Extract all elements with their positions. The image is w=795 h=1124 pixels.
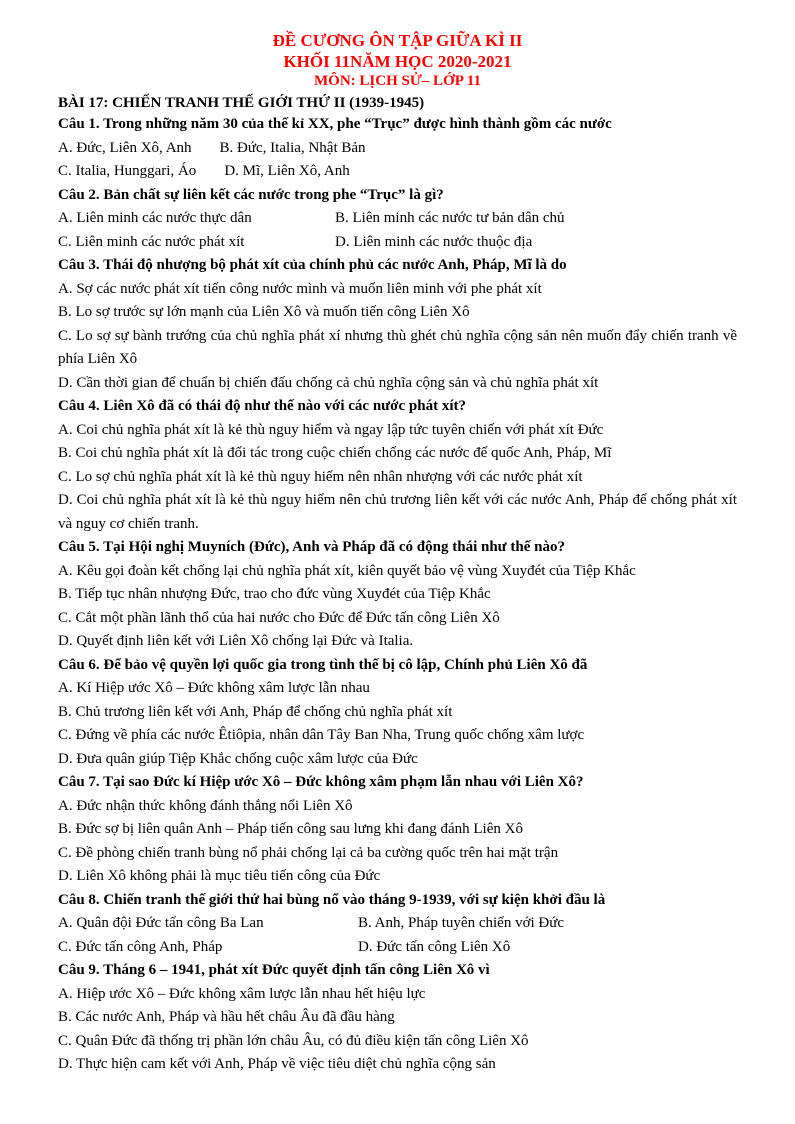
question-2-answer-d: D. Liên minh các nước thuộc địa — [335, 233, 533, 250]
question-6: Câu 6. Để bảo vệ quyền lợi quốc gia trong tình thế bị cô lập, Chính phủ Liên Xô đã — [58, 656, 588, 673]
question-6-answer-b: B. Chủ trương liên kết với Anh, Pháp để chống chủ nghĩa phát xít — [58, 703, 453, 720]
question-7-answer-d: D. Liên Xô không phải là mục tiêu tiến công của Đức — [58, 868, 381, 884]
question-2-answer-b: B. Liên minh các nước tư bản dân chủ — [335, 210, 565, 226]
question-1-answers-cd — [58, 160, 737, 184]
question-2-answers-cd — [58, 231, 737, 255]
question-3: Câu 3. Thái độ nhượng bộ phát xít của chính phủ các nước Anh, Pháp, Mĩ là do — [58, 257, 567, 273]
question-9-answer-d: D. Thực hiện cam kết với Anh, Pháp về việc tiêu diệt chủ nghĩa cộng sản — [58, 1056, 496, 1072]
question-8-answer-b: B. Anh, Pháp tuyên chiến với Đức — [358, 915, 565, 931]
question-1-answer-b: B. Đức, Italia, Nhật Bản — [219, 139, 366, 156]
question-6-answer-c: C. Đứng về phía các nước Êtiôpia, nhân dân Tây Ban Nha, Trung quốc chống xâm lược — [58, 727, 585, 743]
lesson-heading: BÀI 17: CHIẾN TRANH THẾ GIỚI THỨ II (1939-1945) — [58, 95, 425, 111]
question-9-answer-c: C. Quân Đức đã thống trị phần lớn châu Âu, có đủ điều kiện tấn công Liên Xô — [58, 1032, 529, 1049]
question-1-answers-ab — [58, 137, 737, 161]
question-5: Câu 5. Tại Hội nghị Muyních (Đức), Anh và Pháp đã có động thái như thế nào? — [58, 539, 566, 555]
document-subject: MÔN: LỊCH SỬ– LỚP 11 — [314, 73, 481, 89]
question-1: Câu 1. Trong những năm 30 của thế kỉ XX, phe “Trục” được hình thành gồm các nước — [58, 116, 612, 132]
question-8-answer-a: A. Quân đội Đức tấn công Ba Lan — [58, 915, 264, 931]
question-2-answer-a: A. Liên minh các nước thực dân — [58, 210, 252, 226]
question-7: Câu 7. Tại sao Đức kí Hiệp ước Xô – Đức không xâm phạm lẫn nhau với Liên Xô? — [58, 774, 584, 790]
question-4-answer-a: A. Coi chủ nghĩa phát xít là kẻ thù nguy hiểm và ngay lập tức tuyên chiến với phát xít Đức — [58, 421, 604, 438]
question-1-answer-c: C. Italia, Hunggari, Áo — [58, 163, 197, 179]
question-5-answer-c: C. Cắt một phần lãnh thổ của hai nước cho Đức để Đức tấn công Liên Xô — [58, 609, 500, 626]
question-2-answers-ab — [58, 207, 737, 231]
question-7-answer-c: C. Đề phòng chiến tranh bùng nổ phải chống lại cả ba cường quốc trên hai mặt trận — [58, 844, 559, 861]
question-7-answer-b: B. Đức sợ bị liên quân Anh – Pháp tiến công sau lưng khi đang đánh Liên Xô — [58, 821, 523, 837]
question-8-answer-d: D. Đức tấn công Liên Xô — [358, 938, 511, 955]
question-9: Câu 9. Tháng 6 – 1941, phát xít Đức quyết định tấn công Liên Xô vì — [58, 962, 490, 978]
document-header — [58, 30, 737, 91]
document-title: ĐỀ CƯƠNG ÔN TẬP GIỮA KÌ II — [272, 31, 523, 50]
question-7-answer-a: A. Đức nhận thức không đánh thắng nổi Liên Xô — [58, 797, 353, 814]
question-8-answer-c: C. Đức tấn công Anh, Pháp — [58, 938, 223, 955]
question-9-answer-a: A. Hiệp ước Xô – Đức không xâm lược lẫn nhau hết hiệu lực — [58, 985, 426, 1002]
question-2: Câu 2. Bản chất sự liên kết các nước trong phe “Trục” là gì? — [58, 186, 444, 203]
question-4-answer-b: B. Coi chủ nghĩa phát xít là đối tác trong cuộc chiến chống các nước đế quốc Anh, Pháp, Mĩ — [58, 445, 612, 461]
question-4-answer-d: D. Coi chủ nghĩa phát xít là kẻ thù nguy hiểm nên chủ trương liên kết với các nước Anh, Pháp để chống phát xít và nguy cơ chiến tranh. — [58, 492, 737, 532]
question-6-answer-a: A. Kí Hiệp ước Xô – Đức không xâm lược lẫn nhau — [58, 680, 370, 696]
document-subtitle: KHỐI 11NĂM HỌC 2020-2021 — [283, 52, 512, 71]
question-3-answer-b: B. Lo sợ trước sự lớn mạnh của Liên Xô và muốn tiến công Liên Xô — [58, 304, 470, 320]
question-1-answer-a: A. Đức, Liên Xô, Anh — [58, 139, 192, 156]
question-8-answers-ab — [58, 912, 737, 936]
question-6-answer-d: D. Đưa quân giúp Tiệp Khắc chống cuộc xâm lược của Đức — [58, 750, 418, 767]
question-5-answer-d: D. Quyết định liên kết với Liên Xô chống lại Đức và Italia. — [58, 633, 414, 649]
question-3-answer-c: C. Lo sợ sự bành trướng của chủ nghĩa phát xí nhưng thù ghét chủ nghĩa cộng sản nên muốn đẩy chiến tranh về phía Liên Xô — [58, 327, 737, 367]
question-3-answer-a: A. Sợ các nước phát xít tiến công nước mình và muốn liên minh với phe phát xít — [58, 280, 542, 297]
question-8: Câu 8. Chiến tranh thế giới thứ hai bùng nổ vào tháng 9-1939, với sự kiện khởi đầu là — [58, 891, 606, 908]
question-4-answer-c: C. Lo sợ chủ nghĩa phát xít là kẻ thù nguy hiểm nên nhân nhượng với các nước phát xít — [58, 468, 583, 485]
question-4: Câu 4. Liên Xô đã có thái độ như thế nào với các nước phát xít? — [58, 398, 466, 414]
question-8-answers-cd — [58, 936, 737, 960]
question-2-answer-c: C. Liên minh các nước phát xít — [58, 233, 245, 250]
question-5-answer-a: A. Kêu gọi đoàn kết chống lại chủ nghĩa phát xít, kiên quyết bảo vệ vùng Xuyđét của Tiệp Khắc — [58, 562, 636, 579]
question-1-answer-d: D. Mĩ, Liên Xô, Anh — [224, 163, 350, 179]
question-5-answer-b: B. Tiếp tục nhân nhượng Đức, trao cho đức vùng Xuyđét của Tiệp Khắc — [58, 586, 491, 602]
question-3-answer-d: D. Cần thời gian để chuẩn bị chiến đấu chống cả chủ nghĩa cộng sản và chủ nghĩa phát xít — [58, 374, 599, 391]
question-9-answer-b: B. Các nước Anh, Pháp và hầu hết châu Âu đã đầu hàng — [58, 1009, 395, 1025]
